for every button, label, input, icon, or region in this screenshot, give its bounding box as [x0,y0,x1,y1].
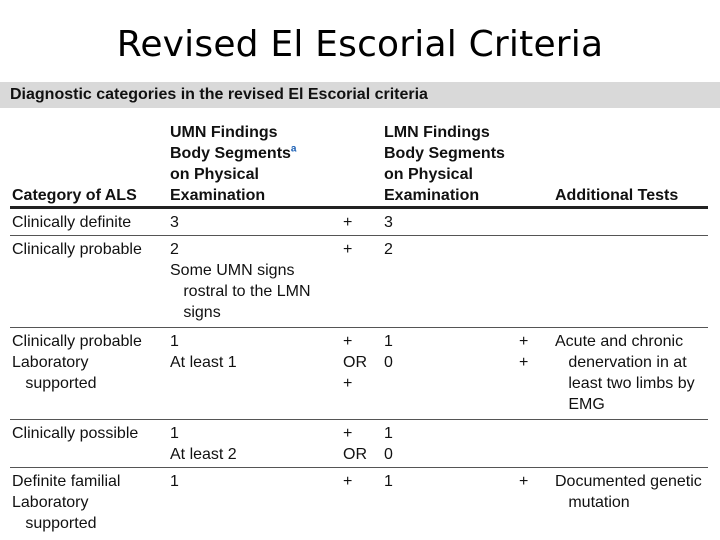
cell-umn: signs [170,304,221,321]
cell-lmn: 1 [384,473,393,490]
cell-operator-2: + [519,473,529,490]
header-umn-line-2 [170,143,296,164]
cell-lmn: 3 [384,214,393,231]
cell-additional: Documented genetic [555,473,702,490]
row-divider [10,235,708,236]
table-caption: Diagnostic categories in the revised El Escorial criteria [10,86,428,103]
slide-title: Revised El Escorial Criteria [116,24,604,65]
cell-umn: 2 [170,241,179,258]
header-lmn-line-3: on Physical [384,166,473,183]
row-divider [10,467,708,468]
cell-operator-1: + [343,214,353,231]
cell-umn: At least 1 [170,354,237,371]
cell-operator-1: OR [343,354,367,371]
cell-category: Clinically possible [12,425,139,442]
cell-umn: At least 2 [170,446,237,463]
cell-operator-1: + [343,473,353,490]
cell-lmn: 1 [384,333,393,350]
cell-operator-1: + [343,375,353,392]
row-divider [10,327,708,328]
cell-operator-1: + [343,241,353,258]
header-rule [10,206,708,209]
cell-category: Laboratory [12,494,89,511]
row-divider [10,419,708,420]
cell-category: Clinically probable [12,333,142,350]
header-umn-line-2-text: Body Segments [170,145,291,162]
cell-additional: mutation [555,494,630,511]
cell-umn: Some UMN signs [170,262,295,279]
cell-umn: rostral to the LMN [170,283,311,300]
cell-additional: least two limbs by [555,375,695,392]
cell-additional: Acute and chronic [555,333,684,350]
cell-lmn: 1 [384,425,393,442]
cell-operator-1: + [343,333,353,350]
cell-category: Laboratory [12,354,89,371]
cell-operator-2: + [519,333,529,350]
cell-category: Definite familial [12,473,121,490]
cell-category: Clinically probable [12,241,142,258]
header-additional: Additional Tests [555,187,679,204]
cell-additional: denervation in at [555,354,687,371]
header-lmn-line-1: LMN Findings [384,124,490,141]
header-lmn-line-4: Examination [384,187,480,204]
cell-additional: EMG [555,396,605,413]
cell-umn: 1 [170,473,179,490]
cell-category: Clinically definite [12,214,132,231]
cell-lmn: 0 [384,354,393,371]
cell-umn: 3 [170,214,179,231]
footnote-marker: a [290,143,297,155]
cell-category: supported [12,375,97,392]
header-umn-line-1: UMN Findings [170,124,278,141]
cell-lmn: 2 [384,241,393,258]
cell-operator-2: + [519,354,529,371]
header-lmn-line-2: Body Segments [384,145,505,162]
header-umn-line-4: Examination [170,187,266,204]
cell-category: supported [12,515,97,532]
cell-umn: 1 [170,425,179,442]
cell-umn: 1 [170,333,179,350]
header-category: Category of ALS [12,187,137,204]
cell-operator-1: OR [343,446,367,463]
cell-lmn: 0 [384,446,393,463]
cell-operator-1: + [343,425,353,442]
header-umn-line-3: on Physical [170,166,259,183]
